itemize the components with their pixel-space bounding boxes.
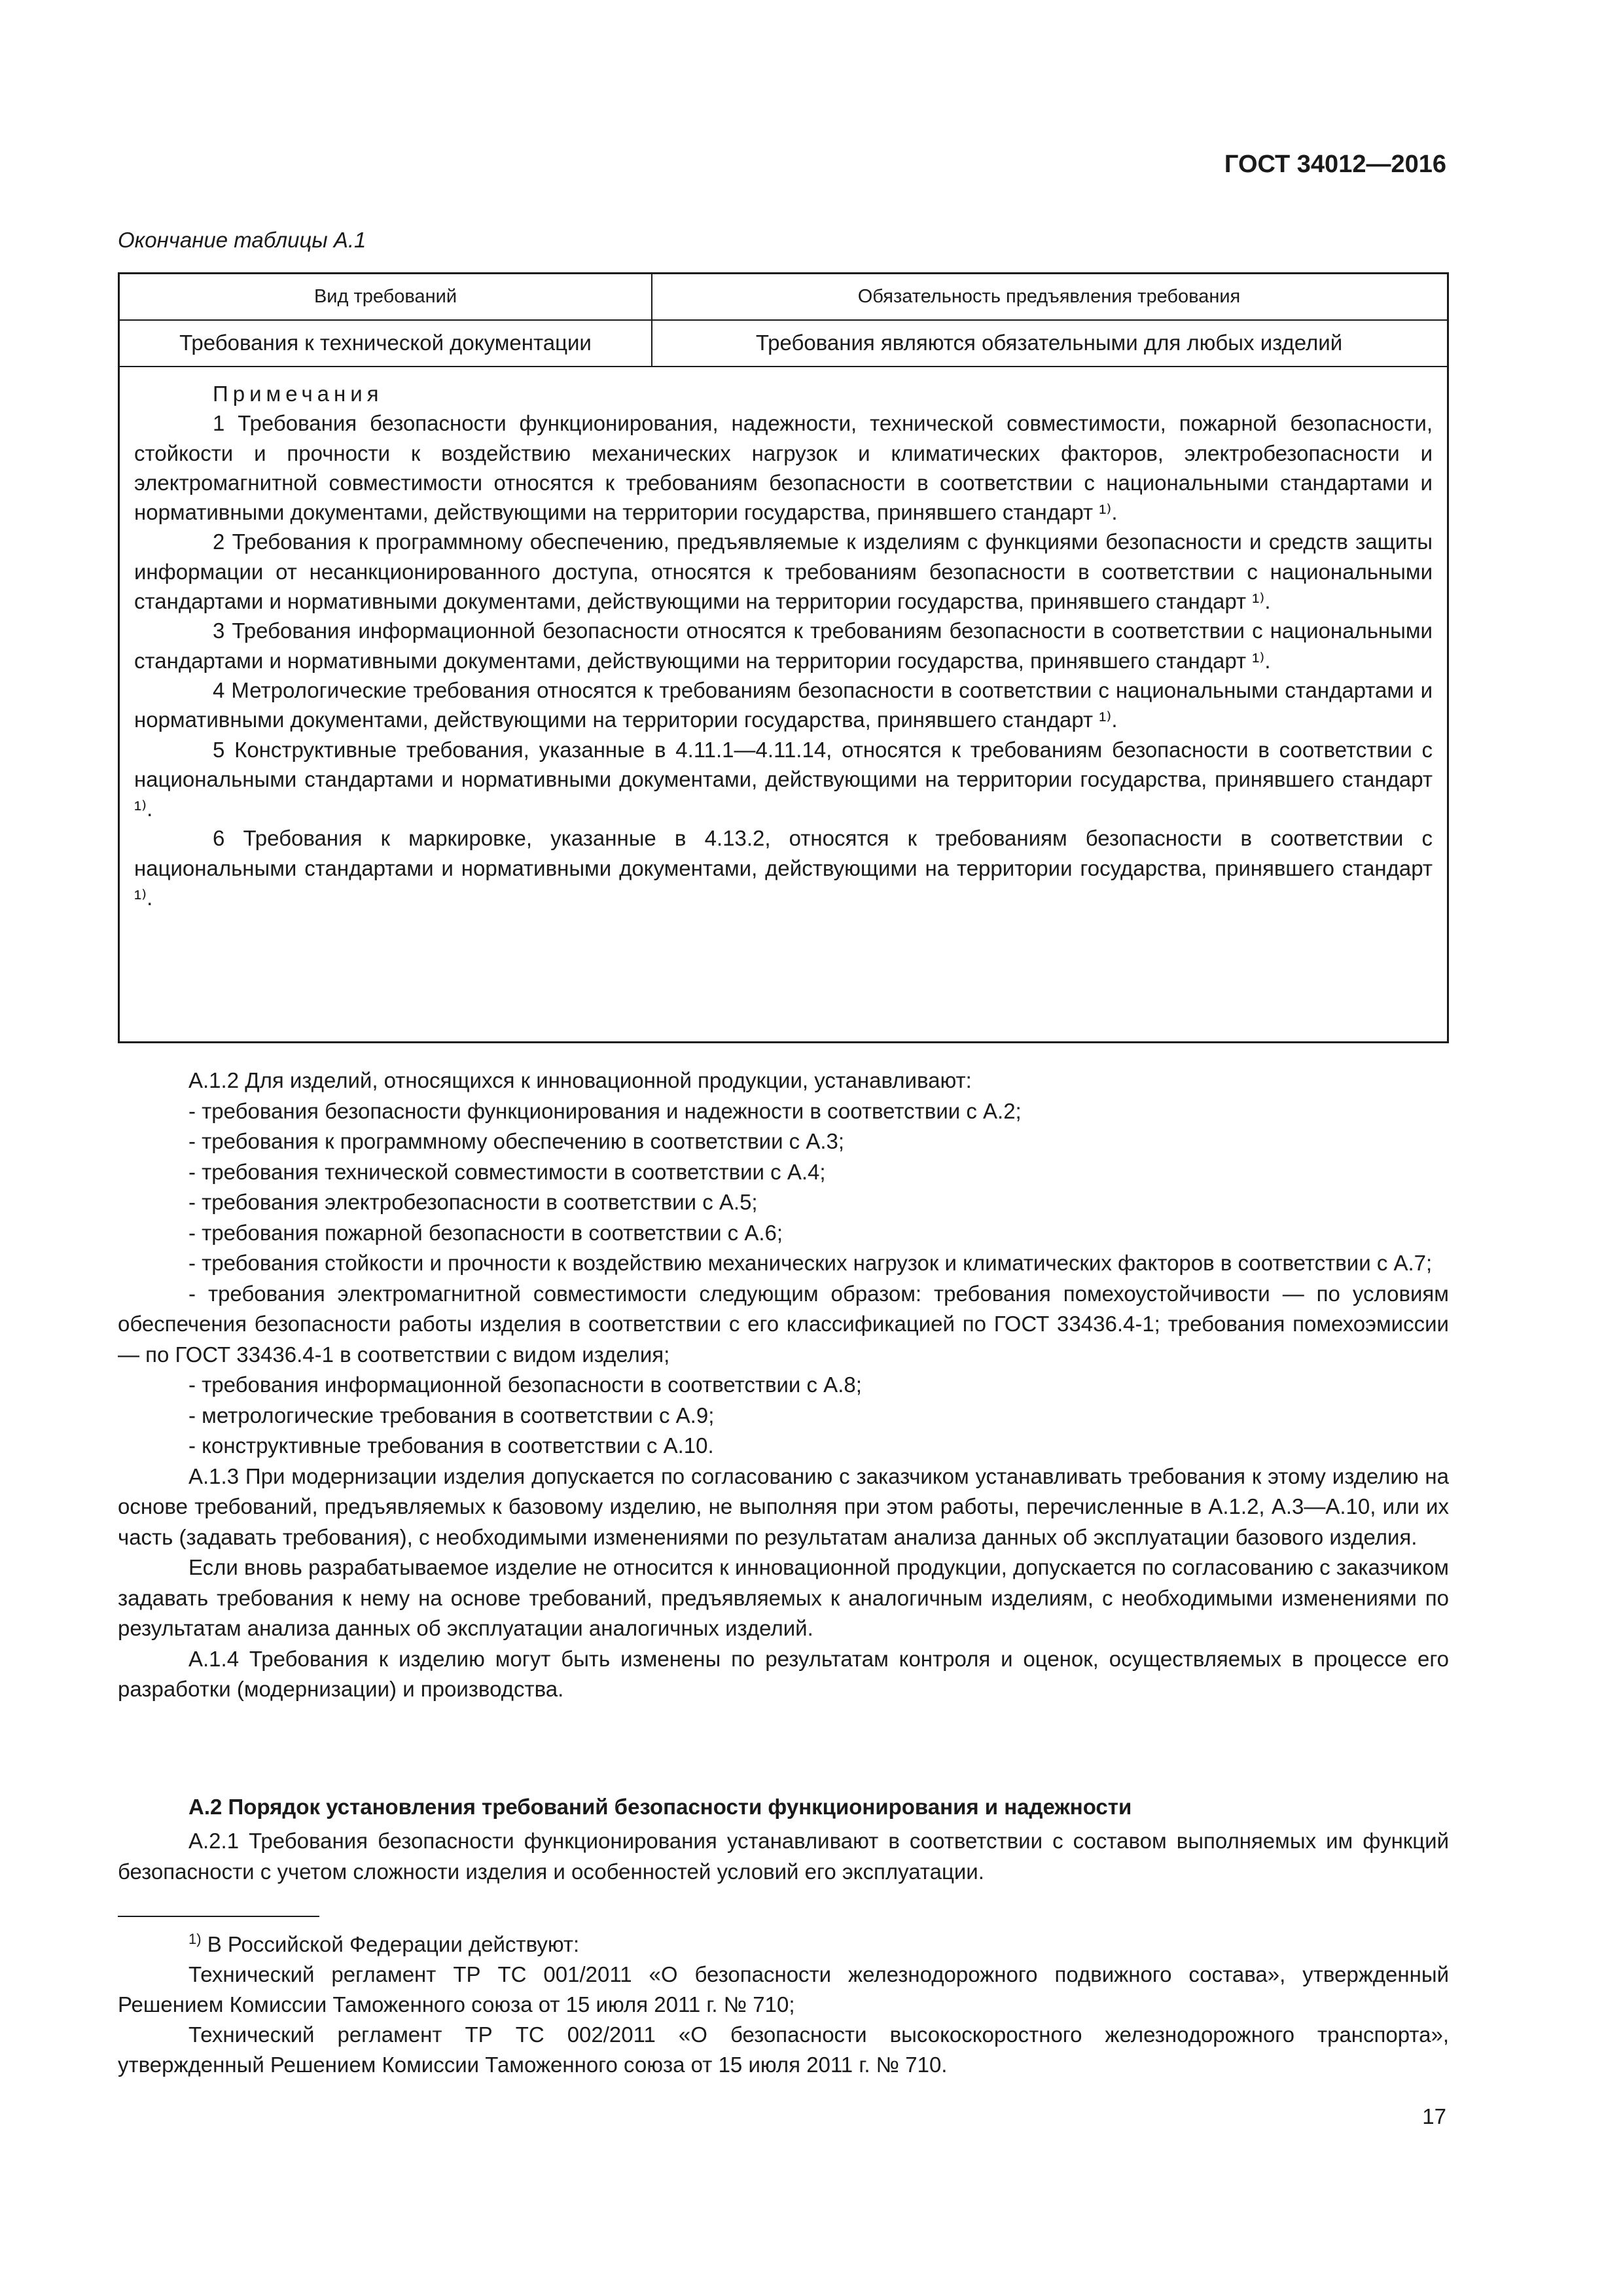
list-item: - требования стойкости и прочности к воздействию механических нагрузок и климатических факторов в соответствии с А.7; (188, 1251, 1433, 1275)
note-item: 2 Требования к программному обеспечению, предъявляемые к изделиям с функциями безопасности и средств защиты информации от несанкционированного доступа, относятся к требованиям безопасности в соответствии с национальными стандартами и нормативными документами, действующими на территории государства, принявшего стандарт ¹⁾. (134, 527, 1433, 616)
paragraph-a14: А.1.4 Требования к изделию могут быть изменены по результатам контроля и оценок, осуществляемых в процессе его разработки (модернизации) и производства. (118, 1646, 1449, 1701)
note-item: 1 Требования безопасности функционирования, надежности, технической совместимости, пожарной безопасности, стойкости и прочности к воздействию механических нагрузок и климатических факторов, электробезопасности и электромагнитной совместимости относятся к требованиям безопасности в соответствии с национальными стандартами и нормативными документами, действующими на территории государства, принявшего стандарт ¹⁾. (134, 408, 1433, 527)
body-text (118, 1066, 1449, 1705)
note-item: 6 Требования к маркировке, указанные в 4.13.2, относятся к требованиям безопасности в соответствии с национальными стандартами и нормативными документами, действующими на территории государства, принявшего стандарт ¹⁾. (134, 823, 1433, 912)
list-item: - требования электромагнитной совместимости следующим образом: требования помехоустойчивости — по условиям обеспечения безопасности работы изделия в соответствии с его классификацией по ГОСТ 33436.4-1; требования помехоэмиссии — по ГОСТ 33436.4-1 в соответствии с видом изделия; (118, 1281, 1449, 1367)
footnote-item: Технический регламент ТР ТС 001/2011 «О безопасности железнодорожного подвижного состава», утвержденный Решением Комиссии Таможенного союза от 15 июля 2011 г. № 710; (118, 1962, 1449, 2017)
body-text-a2 (118, 1826, 1449, 1887)
footnote-item: Технический регламент ТР ТС 002/2011 «О безопасности высокоскоростного железнодорожного транспорта», утвержденный Решением Комиссии Таможенного союза от 15 июля 2011 г. № 710. (118, 2022, 1449, 2077)
section-title-a2: А.2 Порядок установления требований безопасности функционирования и надежности (188, 1795, 1132, 1819)
list-item: - требования технической совместимости в соответствии с А.4; (188, 1159, 826, 1184)
list-item: - требования информационной безопасности в соответствии с А.8; (188, 1372, 862, 1397)
page-number: 17 (1422, 2104, 1446, 2128)
footnote-marker: 1) (188, 1931, 202, 1947)
footnote-lead (118, 1929, 1449, 1960)
paragraph-a13-continued: Если вновь разрабатываемое изделие не относится к инновационной продукции, допускается по согласованию с заказчиком задавать требования к нему на основе требований, предъявляемых к аналогичным изделиям, с необходимыми изменениями по результатам анализа данных об эксплуатации аналогичных изделий. (118, 1555, 1449, 1640)
notes-title: Примечания (213, 382, 383, 406)
list-item: - конструктивные требования в соответствии с А.10. (188, 1433, 714, 1458)
table-row (120, 319, 1447, 367)
column-header-obligation: Обязательность предъявления требования (857, 286, 1241, 307)
column-divider (651, 274, 652, 366)
note-item: 3 Требования информационной безопасности относятся к требованиям безопасности в соответствии с национальными стандартами и нормативными документами, действующими на территории государства, принявшего стандарт ¹⁾. (134, 616, 1433, 675)
footnotes (118, 1929, 1449, 2080)
note-item: 5 Конструктивные требования, указанные в 4.11.1—4.11.14, относятся к требованиям безопасности в соответствии с национальными стандартами и нормативными документами, действующими на территории государства, принявшего стандарт ¹⁾. (134, 735, 1433, 824)
footnote-lead-text: В Российской Федерации действуют: (207, 1932, 580, 1956)
list-item: - требования электробезопасности в соответствии с А.5; (188, 1190, 758, 1214)
list-item: - метрологические требования в соответствии с А.9; (188, 1403, 715, 1427)
paragraph-a21: А.2.1 Требования безопасности функционирования устанавливают в соответствии с составом выполняемых им функций безопасности с учетом сложности изделия и особенностей условий его эксплуатации. (118, 1829, 1449, 1884)
note-item: 4 Метрологические требования относятся к требованиям безопасности в соответствии с национальными стандартами и нормативными документами, действующими на территории государства, принявшего стандарт ¹⁾. (134, 675, 1433, 735)
table-cell-obligation: Требования являются обязательными для любых изделий (755, 330, 1343, 355)
table-cell-type: Требования к технической документации (179, 330, 592, 355)
table-header-row (120, 274, 1447, 321)
table-notes (134, 379, 1433, 912)
standard-number: ГОСТ 34012—2016 (1224, 151, 1446, 178)
requirements-table (118, 272, 1449, 1043)
list-item: - требования к программному обеспечению в соответствии с А.3; (188, 1129, 845, 1153)
list-item: - требования пожарной безопасности в соответствии с А.6; (188, 1220, 783, 1245)
list-item: - требования безопасности функционирования и надежности в соответствии с А.2; (188, 1098, 1022, 1123)
footnote-divider (118, 1916, 319, 1917)
column-header-type: Вид требований (313, 286, 457, 307)
table-caption: Окончание таблицы А.1 (118, 228, 366, 252)
paragraph-a13: А.1.3 При модернизации изделия допускается по согласованию с заказчиком устанавливать требования к этому изделию на основе требований, предъявляемых к базовому изделию, не выполняя при этом работы, перечисленные в А.1.2, А.3—А.10, или их часть (задавать требования), с необходимыми изменениями по результатам анализа данных об эксплуатации базового изделия. (118, 1463, 1449, 1549)
paragraph-a12: А.1.2 Для изделий, относящихся к инновационной продукции, устанавливают: (188, 1068, 972, 1092)
